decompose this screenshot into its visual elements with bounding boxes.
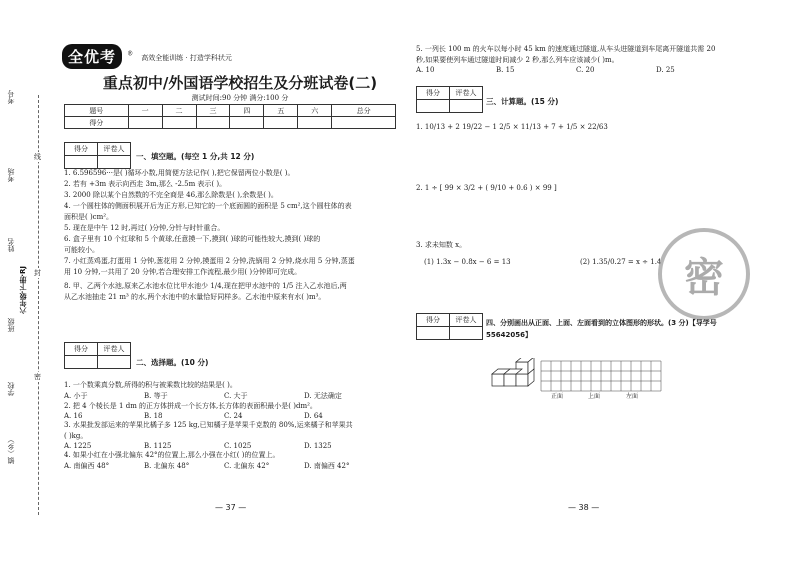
question: 4. 如果小红在小强北偏东 42°的位置上,那么小强在小红( )的位置上。 <box>64 451 280 459</box>
score-value-row: 得分 <box>65 117 396 129</box>
option[interactable]: A. 16 <box>64 412 83 420</box>
grader-box-3: 得分 评卷人 <box>416 86 483 113</box>
label-class: 班级 <box>7 318 15 332</box>
logo-slogan: 高效全能训练 · 打造学科状元 <box>141 53 232 62</box>
option[interactable]: B. 等于 <box>144 392 168 400</box>
section-2-title: 二、选择题。(10 分) <box>136 358 209 367</box>
logo-text: 全优考 <box>62 44 122 69</box>
question: 2. 把 4 个棱长是 1 dm 的正方体拼成一个长方体,长方体的表面积最小是( )dm²。 <box>64 402 317 410</box>
option[interactable]: C. 1025 <box>224 442 252 450</box>
option[interactable]: B. 北偏东 48° <box>144 462 190 470</box>
question: 秒,如果要使列车通过隧道时间减少 2 秒,那么列车应该减少( )m。 <box>416 56 619 64</box>
option[interactable]: A. 小于 <box>64 392 88 400</box>
brand-logo <box>62 44 232 69</box>
view-label-top: 上面 <box>588 393 601 400</box>
calc-1: 1. 10/13 + 2 19/22 − 1 2/5 × 11/13 + 7 + 1/5 × 22/63 <box>416 123 608 131</box>
question: 5. 一列长 100 m 的火车以每小时 45 km 的速度通过隧道,从车头进隧道到车尾离开隧道共需 20 <box>416 45 716 53</box>
question: 4. 一个圆柱体的侧面积展开后为正方形,已知它的一个底面圆的面积是 5 cm²,这个圆柱体的表 <box>64 202 352 210</box>
question: 7. 小红蒸鸡蛋,打蛋用 1 分钟,葱花用 2 分钟,摸蛋用 2 分钟,洗锅用 2 分钟,烧水用 5 分钟,蒸蛋 <box>64 257 355 265</box>
option[interactable]: D. 南偏西 42° <box>304 462 350 470</box>
question: 用 10 分钟,一共用了 20 分钟,若合理安排工作流程,最少用( )分钟即可完成。 <box>64 268 302 276</box>
options <box>64 442 404 450</box>
section-4-title: 四、分别画出从正面、上面、左面看到的立体图形的形状。(3 分)【导学号 <box>486 319 717 327</box>
exam-meta: 测试时间:90 分钟 满分:100 分 <box>191 94 289 102</box>
logo-mark: ® <box>127 50 134 58</box>
page-title: 重点初中/外国语学校招生及分班试卷(二) <box>102 74 378 92</box>
grader-box-4: 得分 评卷人 <box>416 313 483 340</box>
option[interactable]: B. 1125 <box>144 442 172 450</box>
option[interactable]: D. 1325 <box>304 442 332 450</box>
score-table <box>64 104 396 129</box>
label-township: 镇（乡） <box>7 436 15 464</box>
section-1-questions <box>64 168 355 303</box>
question: 3. 2000 除以某个自然数的不完全商是 46,那么除数是( ),余数是( )。 <box>64 191 278 199</box>
option[interactable]: C. 北偏东 42° <box>224 462 270 470</box>
calc-3b: (2) 1.35/0.27 = x ÷ 1.4 <box>580 258 662 266</box>
page-number-left: — 37 — <box>215 503 247 512</box>
question: ( )kg。 <box>64 432 88 440</box>
section-2-questions <box>64 380 404 471</box>
cut-mark: 线 <box>34 153 41 161</box>
cube-figure <box>490 358 540 394</box>
option[interactable]: C. 24 <box>224 412 243 420</box>
grader-box-1: 得分 评卷人 <box>64 142 131 169</box>
calc-3a: (1) 1.3x − 0.8x − 6 = 13 <box>424 258 511 266</box>
right-page-q5 <box>416 44 786 74</box>
question: 从乙水池抽走 21 m³ 的水,两个水池中的水量恰好同样多。乙水池中原来有水( )m³。 <box>64 293 326 301</box>
question: 2. 若有 +3m 表示向西走 3m,那么 -2.5m 表示( )。 <box>64 180 227 188</box>
options <box>416 66 786 74</box>
label-school: 学校 <box>7 382 15 396</box>
label-name: 姓名 <box>7 238 15 252</box>
option[interactable]: A. 1225 <box>64 442 92 450</box>
grader-box-2: 得分 评卷人 <box>64 342 131 369</box>
question: 6. 盒子里有 10 个红球和 5 个黄球,任意摸一下,摸到( )球的可能性较大,摸到( )球的 <box>64 235 321 243</box>
label-exam-no: 考号 <box>7 90 15 104</box>
cut-mark: 封 <box>34 269 41 277</box>
option[interactable]: D. 64 <box>304 412 323 420</box>
option[interactable]: D. 无法确定 <box>304 392 342 400</box>
question: 5. 现在是中午 12 时,再过( )分钟,分针与时针重合。 <box>64 224 225 232</box>
calc-2: 2. 1 ÷ [ 99 × 3/2 + ( 9/10 + 0.6 ) × 99 ] <box>416 184 557 192</box>
view-label-left: 左面 <box>626 393 639 400</box>
question: 可能较小。 <box>64 246 99 254</box>
options <box>64 391 404 401</box>
options <box>64 461 404 471</box>
label-exam-room: 考场 <box>7 168 15 182</box>
section-3-title: 三、计算题。(15 分) <box>486 97 559 106</box>
question: 8. 甲、乙两个水池,原来乙水池水位比甲水池少 1/4,现在把甲水池中的 1/5 注入乙水池后,两 <box>64 282 347 290</box>
section-1-title: 一、填空题。(每空 1 分,共 12 分) <box>136 152 255 161</box>
option[interactable]: A. 南偏西 48° <box>64 462 110 470</box>
calc-3-title: 3. 求未知数 x。 <box>416 241 467 249</box>
secret-seal-stamp: 密 <box>658 228 750 320</box>
options <box>64 412 404 420</box>
option[interactable]: D. 25 <box>656 66 675 74</box>
option[interactable]: C. 大于 <box>224 392 248 400</box>
option[interactable]: B. 18 <box>144 412 163 420</box>
option[interactable]: B. 15 <box>496 66 515 74</box>
section-4-number: 55642056】 <box>486 331 532 339</box>
score-header-row: 题号 一 二 三 四 五 六 总分 <box>65 105 396 117</box>
binding-margin <box>0 0 56 566</box>
question: 1. 6.596596···是( )循环小数,用简便方法记作( ),把它保留两位小数是( )。 <box>64 169 295 177</box>
question: 面积是( )cm²。 <box>64 213 114 221</box>
page-number-right: — 38 — <box>568 503 600 512</box>
option[interactable]: A. 10 <box>416 66 435 74</box>
question: 1. 一个数乘真分数,所得的积与被乘数比较的结果是( )。 <box>64 381 237 389</box>
cut-mark: 密 <box>34 373 41 381</box>
question: 3. 水果批发部运来的苹果比橘子多 125 kg,已知橘子是苹果千克数的 80%,运来橘子和苹果共 <box>64 421 353 429</box>
grade-label: 六年级·下册·RJ <box>19 266 27 315</box>
option[interactable]: C. 20 <box>576 66 595 74</box>
view-label-front: 正面 <box>551 393 564 400</box>
